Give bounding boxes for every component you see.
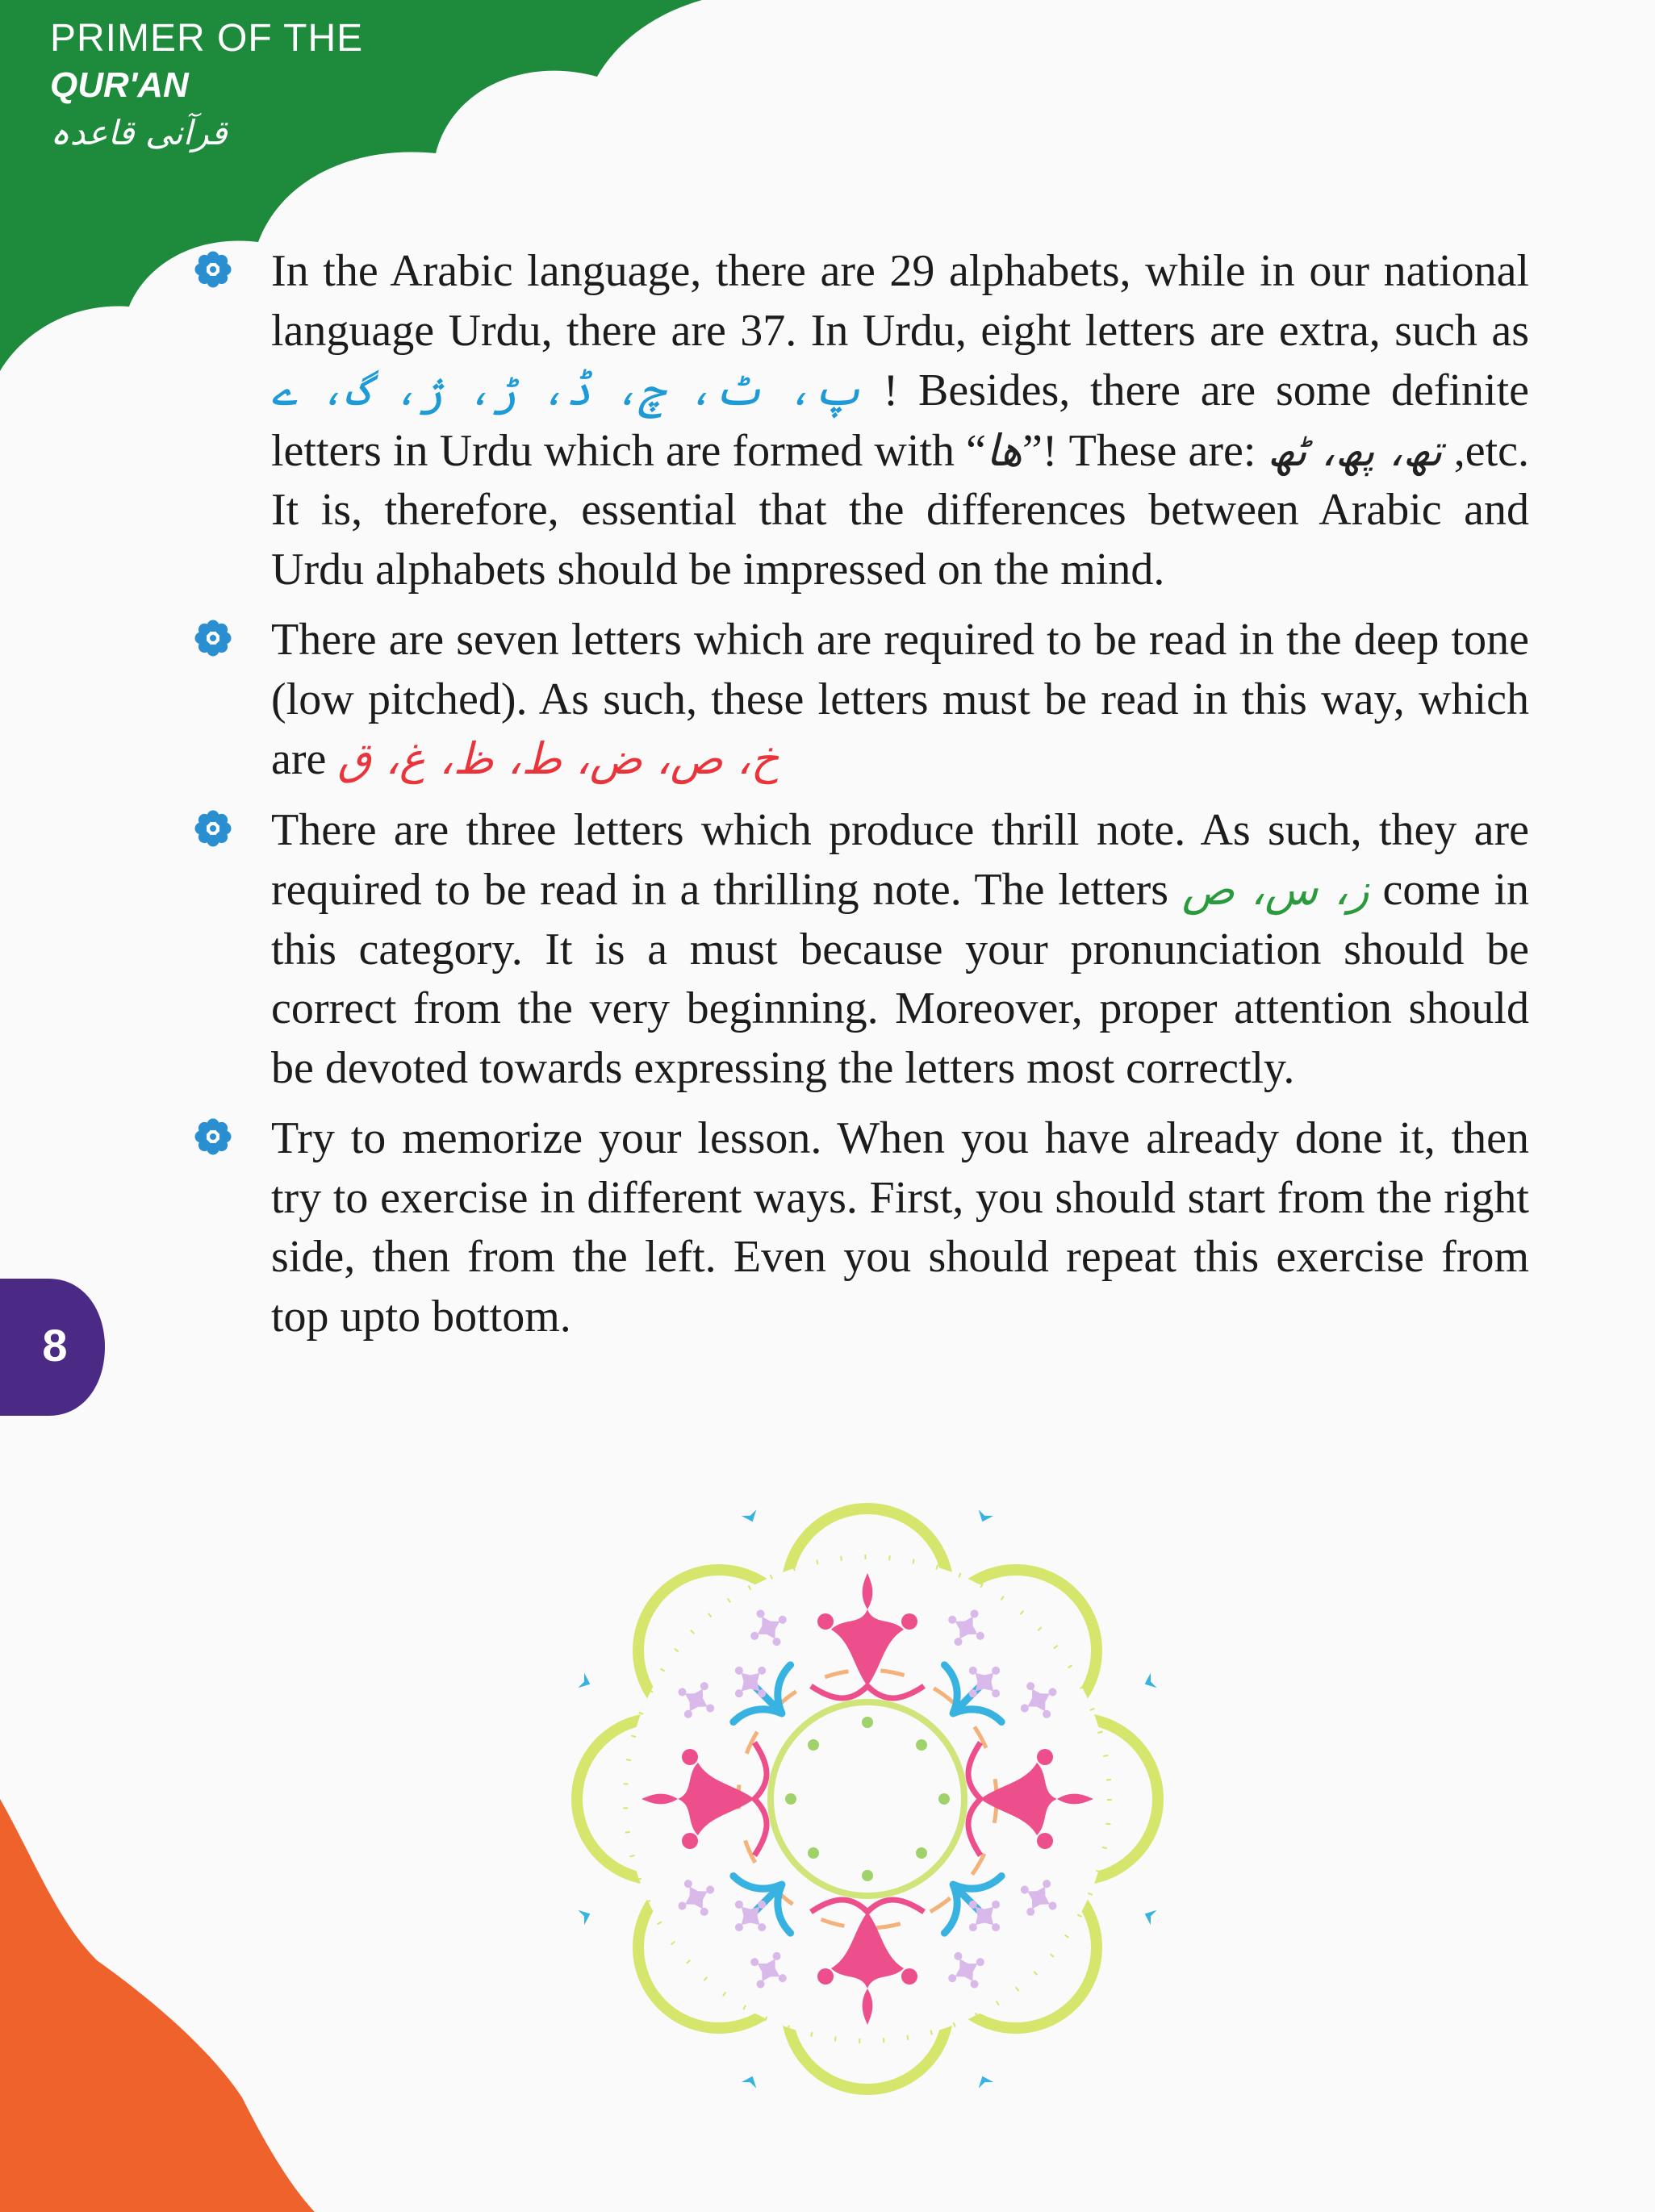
floral-rosette-ornament bbox=[565, 1496, 1170, 2101]
urdu-letters: ز، س، ص bbox=[1181, 864, 1369, 915]
bullet-item bbox=[192, 1109, 1529, 1346]
bullet-item bbox=[192, 801, 1529, 1099]
bullet-item bbox=[192, 611, 1529, 790]
flower-bullet-icon bbox=[192, 248, 234, 290]
urdu-letters: تھ، پھ، ٹھ bbox=[1267, 424, 1443, 476]
header-line2: QUR'AN bbox=[50, 65, 189, 105]
content bbox=[192, 242, 1529, 1358]
book-header bbox=[50, 15, 363, 158]
flower-bullet-icon bbox=[192, 1116, 234, 1158]
orange-cloud-corner bbox=[0, 1799, 315, 2212]
paragraph: There are three letters which produce thrill note. As such, they are required to be read in a thrilling note. The letters ز، س، ص come in this category. It is a must because your pronunciation should be correct from the very beginning. Moreover, proper attention should be devoted towards expressing the letters most correctly. bbox=[271, 804, 1530, 1093]
flower-bullet-icon bbox=[192, 808, 234, 849]
urdu-letters: ھا bbox=[986, 424, 1022, 476]
header-urdu-title: قرآنی قاعدہ bbox=[50, 113, 228, 152]
paragraph: Try to memorize your lesson. When you have already done it, then try to exercise in different ways. First, you should start from the right side, then from the left. Even you should repeat this exercise from top upto bottom. bbox=[271, 1113, 1529, 1342]
bullet-item bbox=[192, 242, 1529, 599]
urdu-letters: پ، ٹ، چ، ڈ، ڑ، ژ، گ، ے bbox=[271, 365, 863, 415]
urdu-letters: خ، ص، ض، ط، ظ، غ، ق bbox=[337, 733, 779, 784]
header-line1: PRIMER OF THE bbox=[50, 17, 364, 60]
flower-bullet-icon bbox=[192, 617, 234, 659]
page-number: 8 bbox=[42, 1320, 68, 1371]
paragraph: There are seven letters which are required to be read in the deep tone (low pitched). As such, these letters must be read in this way, which are خ، ص، ض، ط، ظ، غ، ق bbox=[271, 615, 1529, 784]
paragraph: In the Arabic language, there are 29 alphabets, while in our national language Urdu, there are 37. In Urdu, eight letters are extra, such as پ، ٹ، چ، ڈ، ڑ، ژ، گ، ے ! Besides, there are some definite letters in Urdu which are formed with “ھا”! These are: تھ، پھ، ٹھ ,etc. It is, therefore, essential that the differences between Arabic and Urdu alphabets should be impressed on the mind. bbox=[271, 246, 1530, 595]
